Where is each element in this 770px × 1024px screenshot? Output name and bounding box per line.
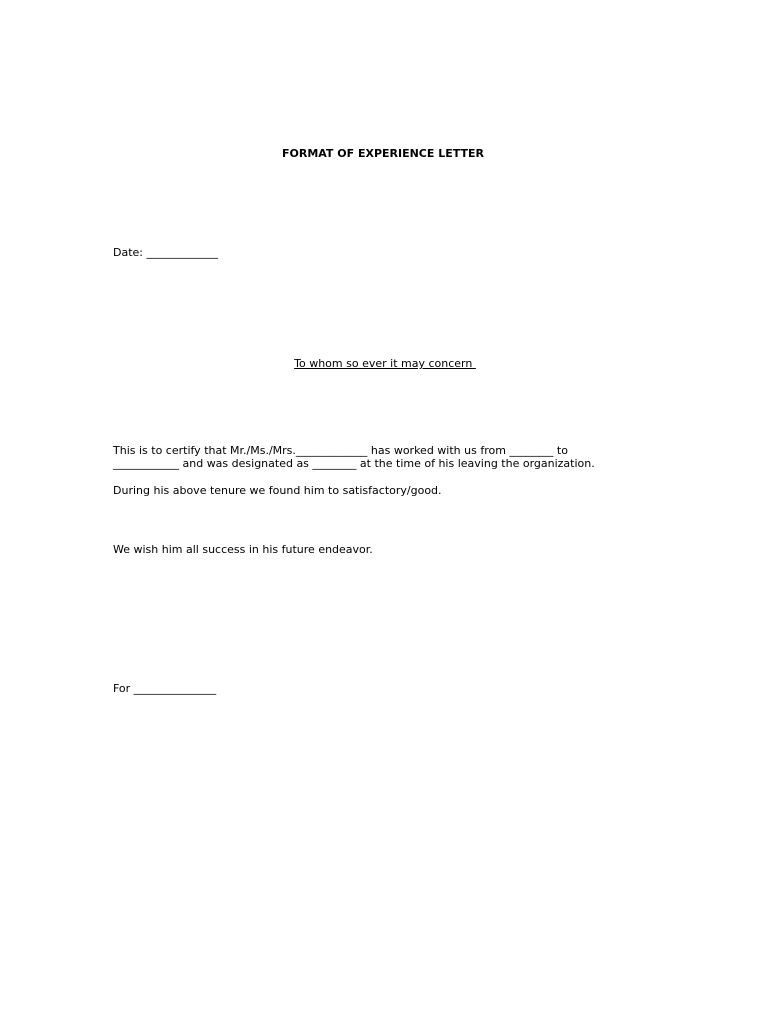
salutation-text: To whom so ever it may concern [294,357,476,370]
wishes-line: We wish him all success in his future endeavor. [113,543,373,556]
tenure-remark: During his above tenure we found him to satisfactory/good. [113,484,442,497]
salutation-line [0,357,770,370]
letter-title: FORMAT OF EXPERIENCE LETTER [281,147,484,160]
date-line: Date: _____________ [113,246,218,259]
signoff-line: For _______________ [113,682,217,695]
certification-line-2: ____________ and was designated as ________ at the time of his leaving the organization. [113,457,595,470]
certification-line-1: This is to certify that Mr./Ms./Mrs._____________ has worked with us from ________ to [113,444,568,457]
